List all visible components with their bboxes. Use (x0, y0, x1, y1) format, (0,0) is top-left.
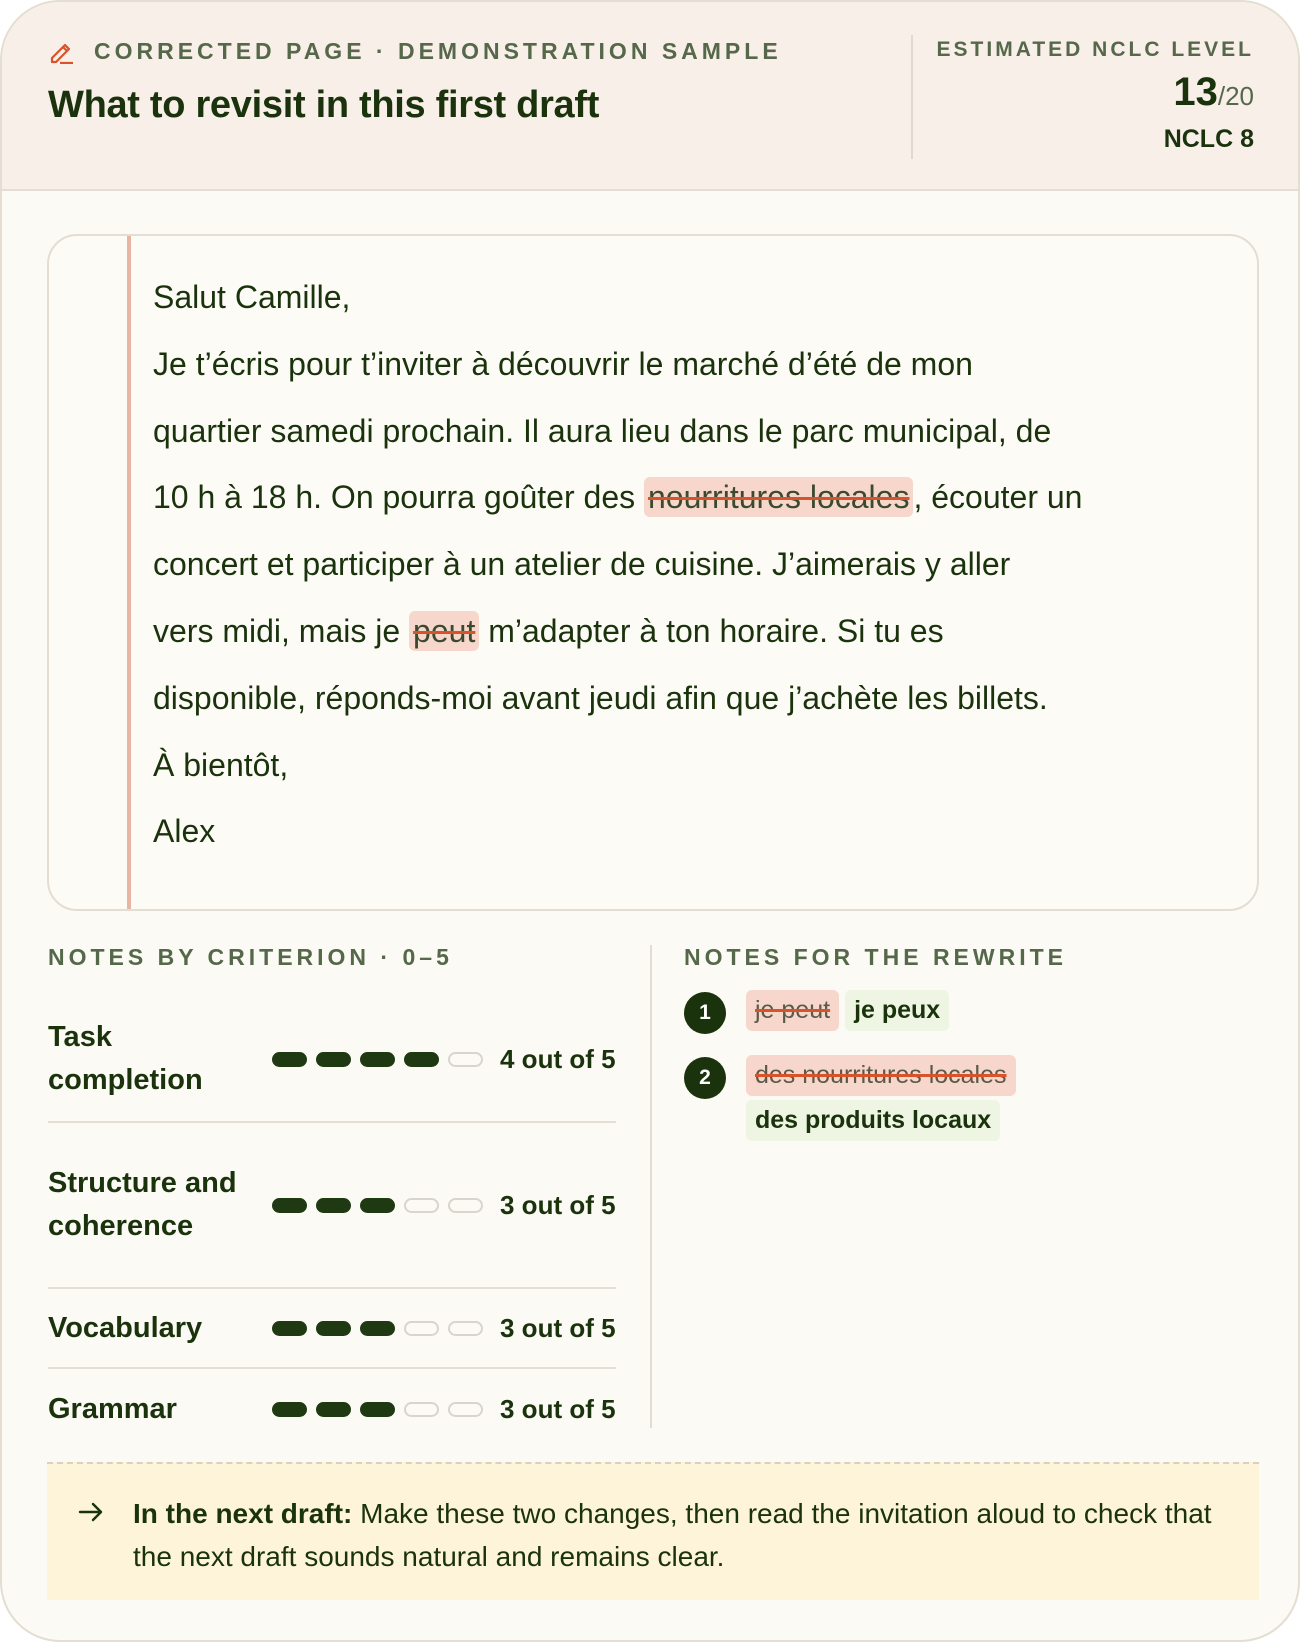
letter-line (153, 464, 1233, 531)
criteria-label: NOTES BY CRITERION · 0–5 (48, 944, 453, 970)
score-dot-filled (316, 1052, 351, 1067)
letter-text: m’adapter à ton horaire. Si tu es (479, 612, 944, 649)
page-header (2, 2, 1298, 191)
score-denominator: /20 (1217, 81, 1254, 111)
letter-line: Je t’écris pour t’inviter à découvrir le marché d’été de mon (153, 345, 973, 382)
note-number: 2 (684, 1057, 726, 1099)
criterion-score: 3 out of 5 (500, 1189, 616, 1220)
score-dot-filled (272, 1052, 307, 1067)
score-dot-filled (316, 1321, 351, 1336)
error-highlight: peut (409, 611, 479, 651)
criterion-row (48, 1289, 616, 1369)
margin-rule (127, 236, 131, 909)
criterion-row (48, 997, 616, 1123)
score-dots (272, 1321, 483, 1336)
column-divider (650, 945, 652, 1428)
criterion-score: 3 out of 5 (500, 1393, 616, 1424)
letter-line (153, 598, 1233, 665)
header-divider (911, 35, 913, 159)
score-dot-filled (404, 1052, 439, 1067)
criterion-row (48, 1123, 616, 1289)
page-title: What to revisit in this first draft (48, 84, 600, 126)
nclc-level: NCLC 8 (1163, 125, 1254, 153)
level-label: ESTIMATED NCLC LEVEL (936, 38, 1254, 61)
rewrite-note (684, 990, 1244, 1035)
score-dot-filled (272, 1402, 307, 1417)
letter-closing: À bientôt, (153, 746, 289, 783)
callout-lead: In the next draft: (133, 1498, 353, 1529)
letter-text: , écouter un (913, 479, 1083, 516)
criteria-list (48, 997, 616, 1449)
next-draft-callout (47, 1462, 1259, 1600)
score-dot-filled (316, 1402, 351, 1417)
score-dots (272, 1198, 483, 1213)
level-score (1173, 70, 1254, 115)
rewrite-notes (684, 990, 1244, 1165)
letter-text: 10 h à 18 h. On pourra goûter des (153, 479, 644, 516)
score-dot-empty (448, 1402, 483, 1417)
pencil-icon (48, 38, 74, 64)
score-dot-filled (360, 1052, 395, 1067)
letter-signature: Alex (153, 813, 216, 850)
score-dot-filled (272, 1198, 307, 1213)
score-dot-filled (316, 1198, 351, 1213)
criterion-name: Task completion (48, 1021, 203, 1096)
score-dots (272, 1052, 483, 1067)
new-phrase: des produits locaux (746, 1100, 1000, 1141)
score-dot-filled (360, 1402, 395, 1417)
score-dot-filled (272, 1321, 307, 1336)
score-dot-empty (404, 1321, 439, 1336)
letter-line: concert et participer à un atelier de cuisine. J’aimerais y aller (153, 546, 1011, 583)
score-dot-filled (360, 1198, 395, 1213)
criterion-name: Structure and coherence (48, 1167, 237, 1242)
letter-paper (47, 234, 1259, 911)
old-phrase: je peut (746, 990, 839, 1031)
old-phrase: des nourritures locales (746, 1055, 1016, 1096)
arrow-right-icon (77, 1498, 105, 1526)
error-highlight: nourritures locales (644, 477, 913, 517)
callout-text (133, 1492, 1233, 1578)
letter-text: vers midi, mais je (153, 612, 410, 649)
score-dot-empty (404, 1198, 439, 1213)
letter-body (153, 264, 1233, 865)
score-dot-empty (448, 1198, 483, 1213)
score-dot-empty (448, 1321, 483, 1336)
score-value: 13 (1173, 70, 1218, 114)
criterion-name: Grammar (48, 1392, 177, 1425)
letter-line: quartier samedi prochain. Il aura lieu dans le parc municipal, de (153, 412, 1052, 449)
letter-line: disponible, réponds-moi avant jeudi afin que j’achète les billets. (153, 679, 1048, 716)
score-dot-empty (404, 1402, 439, 1417)
criterion-score: 3 out of 5 (500, 1312, 616, 1343)
note-number: 1 (684, 992, 726, 1034)
criterion-row (48, 1369, 616, 1449)
criterion-score: 4 out of 5 (500, 1043, 616, 1074)
kicker (48, 36, 782, 66)
score-dot-filled (360, 1321, 395, 1336)
criterion-name: Vocabulary (48, 1311, 203, 1344)
callout-body: Make these two changes, then read the invitation aloud to check that the next draft sounds natural and remains clear. (133, 1498, 1212, 1572)
letter-greeting: Salut Camille, (153, 279, 351, 315)
rewrite-note (684, 1055, 1244, 1145)
score-dot-empty (448, 1052, 483, 1067)
kicker-text: CORRECTED PAGE · DEMONSTRATION SAMPLE (94, 37, 782, 64)
score-dots (272, 1402, 483, 1417)
new-phrase: je peux (845, 990, 949, 1031)
rewrite-label: NOTES FOR THE REWRITE (684, 944, 1067, 970)
